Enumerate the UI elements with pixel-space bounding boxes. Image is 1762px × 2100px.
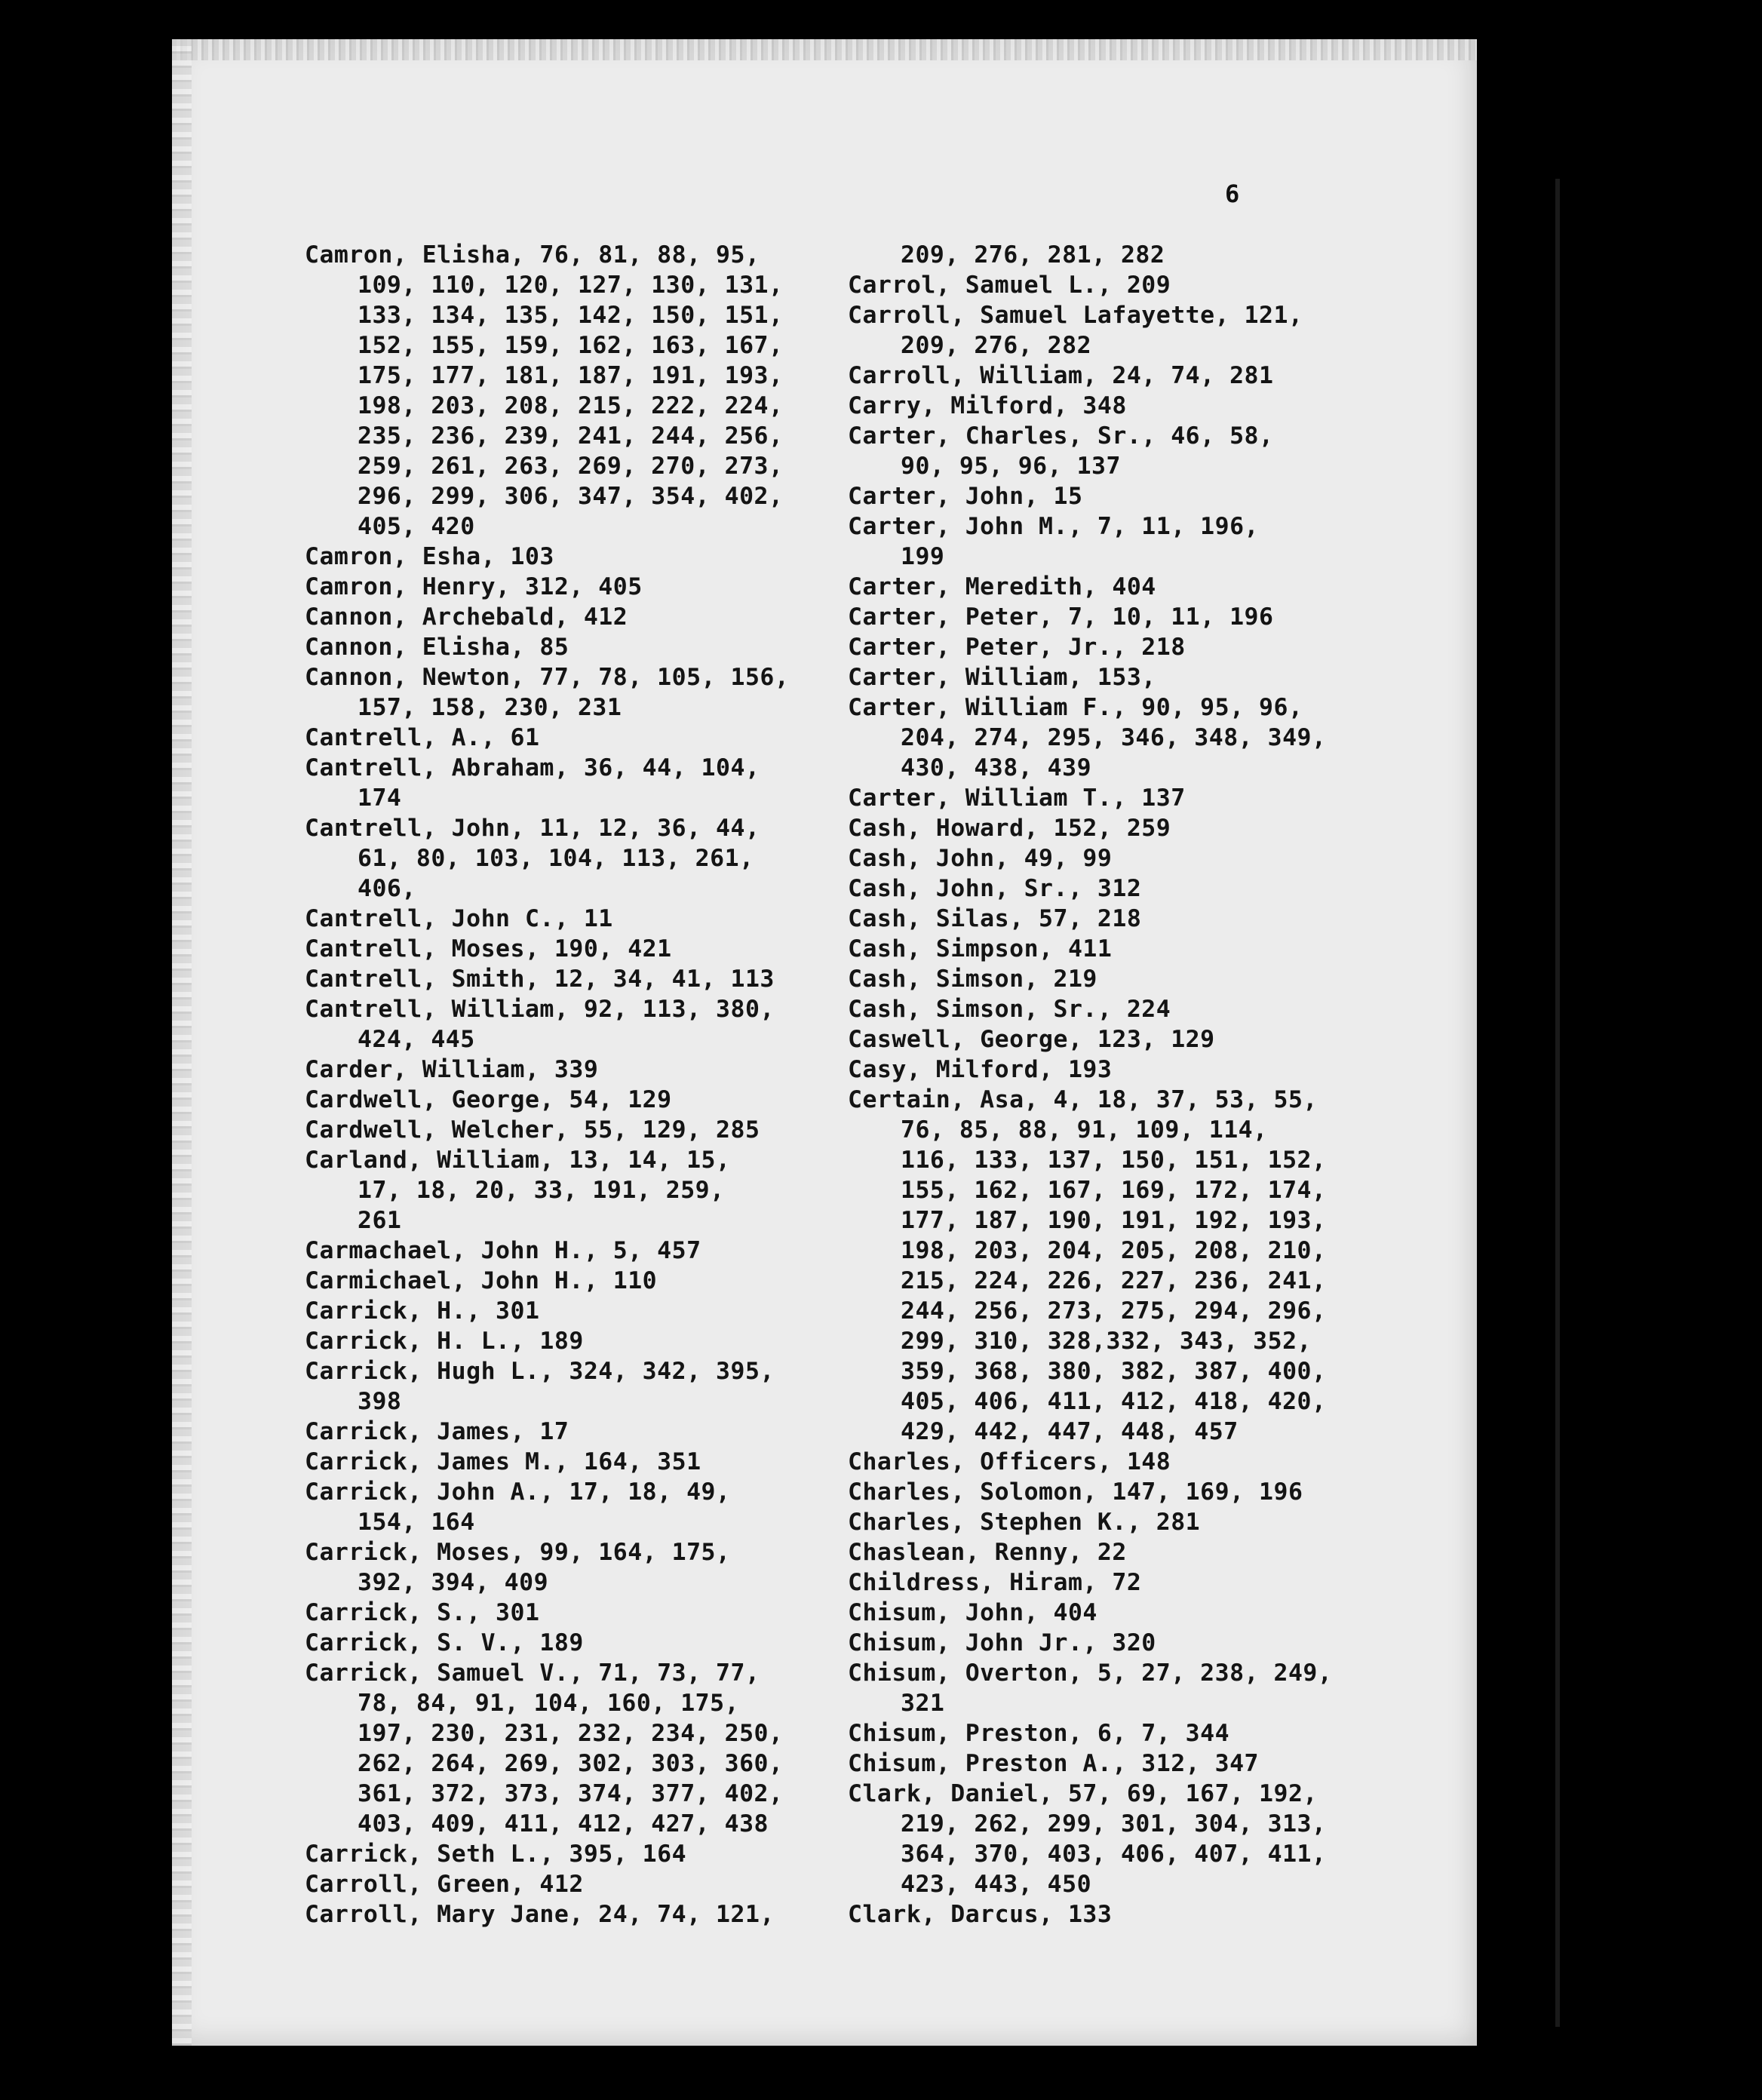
index-entry-continuation: 361, 372, 373, 374, 377, 402, — [358, 1780, 784, 1807]
index-entry-continuation: 175, 177, 181, 187, 191, 193, — [358, 362, 784, 389]
index-entry-continuation: 321 — [901, 1690, 945, 1717]
index-entry: Cardwell, Welcher, 55, 129, 285 — [305, 1116, 760, 1144]
index-entry: Cantrell, A., 61 — [305, 724, 540, 751]
index-entry: Carrick, S., 301 — [305, 1599, 540, 1626]
index-entry: Carland, William, 13, 14, 15, — [305, 1147, 731, 1174]
index-entry: Clark, Darcus, 133 — [848, 1901, 1113, 1928]
index-entry-continuation: 199 — [901, 543, 945, 570]
index-entry: Carrick, John A., 17, 18, 49, — [305, 1478, 731, 1506]
index-entry: Chisum, Overton, 5, 27, 238, 249, — [848, 1659, 1333, 1687]
index-entry: Cantrell, Smith, 12, 34, 41, 113 — [305, 966, 775, 993]
index-entry: Cantrell, John C., 11 — [305, 905, 613, 932]
index-entry-continuation: 430, 438, 439 — [901, 754, 1092, 781]
index-column-right — [848, 240, 1332, 1930]
index-entry: Cantrell, William, 92, 113, 380, — [305, 996, 775, 1023]
index-entry: Carter, Meredith, 404 — [848, 573, 1156, 600]
index-entry-continuation: 198, 203, 208, 215, 222, 224, — [358, 392, 784, 419]
index-entry: Cantrell, Abraham, 36, 44, 104, — [305, 754, 760, 781]
index-entry-continuation: 61, 80, 103, 104, 113, 261, — [358, 845, 754, 872]
index-entry: Carrick, S. V., 189 — [305, 1629, 584, 1656]
index-entry: Chisum, John, 404 — [848, 1599, 1097, 1626]
index-entry: Cash, Simpson, 411 — [848, 935, 1113, 962]
index-entry-continuation: 17, 18, 20, 33, 191, 259, — [358, 1177, 725, 1204]
index-entry: Carrick, H., 301 — [305, 1297, 540, 1325]
index-entry: Carroll, William, 24, 74, 281 — [848, 362, 1274, 389]
index-entry: Camron, Henry, 312, 405 — [305, 573, 643, 600]
index-entry: Chisum, John Jr., 320 — [848, 1629, 1156, 1656]
index-entry: Camron, Esha, 103 — [305, 543, 554, 570]
index-entry: Cash, Howard, 152, 259 — [848, 815, 1171, 842]
index-entry: Charles, Officers, 148 — [848, 1448, 1171, 1475]
index-entry: Cantrell, Moses, 190, 421 — [305, 935, 672, 962]
index-entry: Carrick, Seth L., 395, 164 — [305, 1841, 687, 1868]
index-entry: Carter, William, 153, — [848, 664, 1156, 691]
index-entry: Cantrell, John, 11, 12, 36, 44, — [305, 815, 760, 842]
index-entry-continuation: 204, 274, 295, 346, 348, 349, — [901, 724, 1327, 751]
index-entry-continuation: 296, 299, 306, 347, 354, 402, — [358, 483, 784, 510]
index-entry: Carter, William T., 137 — [848, 784, 1186, 812]
index-entry: Cannon, Elisha, 85 — [305, 634, 569, 661]
index-entry: Carter, Peter, 7, 10, 11, 196 — [848, 603, 1274, 631]
index-entry: Carry, Milford, 348 — [848, 392, 1127, 419]
index-entry: Charles, Solomon, 147, 169, 196 — [848, 1478, 1303, 1506]
index-entry: Clark, Daniel, 57, 69, 167, 192, — [848, 1780, 1318, 1807]
index-entry-continuation: 235, 236, 239, 241, 244, 256, — [358, 422, 784, 450]
index-column-left — [305, 240, 789, 1930]
index-entry-continuation: 364, 370, 403, 406, 407, 411, — [901, 1841, 1327, 1868]
index-entry-continuation: 177, 187, 190, 191, 192, 193, — [901, 1207, 1327, 1234]
index-entry: Carrick, James M., 164, 351 — [305, 1448, 701, 1475]
index-entry: Carter, Peter, Jr., 218 — [848, 634, 1186, 661]
index-entry: Carder, William, 339 — [305, 1056, 599, 1083]
index-entry: Carrick, James, 17 — [305, 1418, 569, 1445]
index-entry: Cannon, Archebald, 412 — [305, 603, 628, 631]
index-entry: Cash, John, Sr., 312 — [848, 875, 1142, 902]
index-entry-continuation: 109, 110, 120, 127, 130, 131, — [358, 272, 784, 299]
index-entry-continuation: 157, 158, 230, 231 — [358, 694, 622, 721]
index-entry: Carroll, Samuel Lafayette, 121, — [848, 302, 1303, 329]
index-entry-continuation: 155, 162, 167, 169, 172, 174, — [901, 1177, 1327, 1204]
index-entry-continuation: 261 — [358, 1207, 402, 1234]
page-edge-top — [172, 39, 1477, 60]
index-entry-continuation: 359, 368, 380, 382, 387, 400, — [901, 1358, 1327, 1385]
index-entry-continuation: 90, 95, 96, 137 — [901, 453, 1121, 480]
index-entry: Cardwell, George, 54, 129 — [305, 1086, 672, 1113]
index-entry: Chisum, Preston A., 312, 347 — [848, 1750, 1260, 1777]
index-entry-continuation: 154, 164 — [358, 1509, 475, 1536]
index-entry-continuation: 429, 442, 447, 448, 457 — [901, 1418, 1239, 1445]
index-entry: Casy, Milford, 193 — [848, 1056, 1113, 1083]
index-entry: Charles, Stephen K., 281 — [848, 1509, 1201, 1536]
index-entry-continuation: 424, 445 — [358, 1026, 475, 1053]
index-entry: Cash, Simson, 219 — [848, 966, 1097, 993]
index-entry-continuation: 174 — [358, 784, 402, 812]
index-entry: Carrick, Hugh L., 324, 342, 395, — [305, 1358, 775, 1385]
index-entry-continuation: 299, 310, 328,332, 343, 352, — [901, 1328, 1312, 1355]
index-entry: Carroll, Mary Jane, 24, 74, 121, — [305, 1901, 775, 1928]
margin-rule — [1555, 179, 1560, 2027]
index-entry: Carter, John, 15 — [848, 483, 1083, 510]
index-entry-continuation: 259, 261, 263, 269, 270, 273, — [358, 453, 784, 480]
index-entry-continuation: 152, 155, 159, 162, 163, 167, — [358, 332, 784, 359]
index-entry-continuation: 215, 224, 226, 227, 236, 241, — [901, 1267, 1327, 1294]
index-entry-continuation: 78, 84, 91, 104, 160, 175, — [358, 1690, 740, 1717]
index-entry: Childress, Hiram, 72 — [848, 1569, 1142, 1596]
index-entry: Carmachael, John H., 5, 457 — [305, 1237, 701, 1264]
index-entry-continuation: 198, 203, 204, 205, 208, 210, — [901, 1237, 1327, 1264]
index-entry-continuation: 209, 276, 282 — [901, 332, 1092, 359]
index-entry: Chisum, Preston, 6, 7, 344 — [848, 1720, 1230, 1747]
index-entry: Carroll, Green, 412 — [305, 1871, 584, 1898]
index-entry-continuation: 116, 133, 137, 150, 151, 152, — [901, 1147, 1327, 1174]
index-entry-continuation: 197, 230, 231, 232, 234, 250, — [358, 1720, 784, 1747]
index-entry-continuation: 209, 276, 281, 282 — [901, 241, 1165, 269]
index-entry: Carrick, Samuel V., 71, 73, 77, — [305, 1659, 760, 1687]
index-entry: Camron, Elisha, 76, 81, 88, 95, — [305, 241, 760, 269]
index-entry: Chaslean, Renny, 22 — [848, 1539, 1127, 1566]
index-entry-continuation: 76, 85, 88, 91, 109, 114, — [901, 1116, 1268, 1144]
index-entry-continuation: 244, 256, 273, 275, 294, 296, — [901, 1297, 1327, 1325]
index-entry-continuation: 406, — [358, 875, 416, 902]
index-entry: Carmichael, John H., 110 — [305, 1267, 658, 1294]
index-entry: Cannon, Newton, 77, 78, 105, 156, — [305, 664, 790, 691]
page-edge-left — [172, 39, 192, 2046]
index-entry: Carrick, Moses, 99, 164, 175, — [305, 1539, 731, 1566]
index-entry: Cash, John, 49, 99 — [848, 845, 1113, 872]
index-entry-continuation: 219, 262, 299, 301, 304, 313, — [901, 1810, 1327, 1838]
index-entry-continuation: 398 — [358, 1388, 402, 1415]
index-entry-continuation: 262, 264, 269, 302, 303, 360, — [358, 1750, 784, 1777]
index-entry: Carrol, Samuel L., 209 — [848, 272, 1171, 299]
index-entry-continuation: 405, 420 — [358, 513, 475, 540]
index-entry: Cash, Silas, 57, 218 — [848, 905, 1142, 932]
index-entry: Carter, Charles, Sr., 46, 58, — [848, 422, 1274, 450]
index-entry-continuation: 403, 409, 411, 412, 427, 438 — [358, 1810, 769, 1838]
index-entry: Certain, Asa, 4, 18, 37, 53, 55, — [848, 1086, 1318, 1113]
index-entry: Carrick, H. L., 189 — [305, 1328, 584, 1355]
index-entry: Carter, William F., 90, 95, 96, — [848, 694, 1303, 721]
index-entry-continuation: 133, 134, 135, 142, 150, 151, — [358, 302, 784, 329]
index-entry: Cash, Simson, Sr., 224 — [848, 996, 1171, 1023]
index-entry-continuation: 392, 394, 409 — [358, 1569, 549, 1596]
index-entry-continuation: 423, 443, 450 — [901, 1871, 1092, 1898]
index-entry: Caswell, George, 123, 129 — [848, 1026, 1215, 1053]
index-entry-continuation: 405, 406, 411, 412, 418, 420, — [901, 1388, 1327, 1415]
page-number: 6 — [1225, 180, 1240, 208]
index-entry: Carter, John M., 7, 11, 196, — [848, 513, 1260, 540]
